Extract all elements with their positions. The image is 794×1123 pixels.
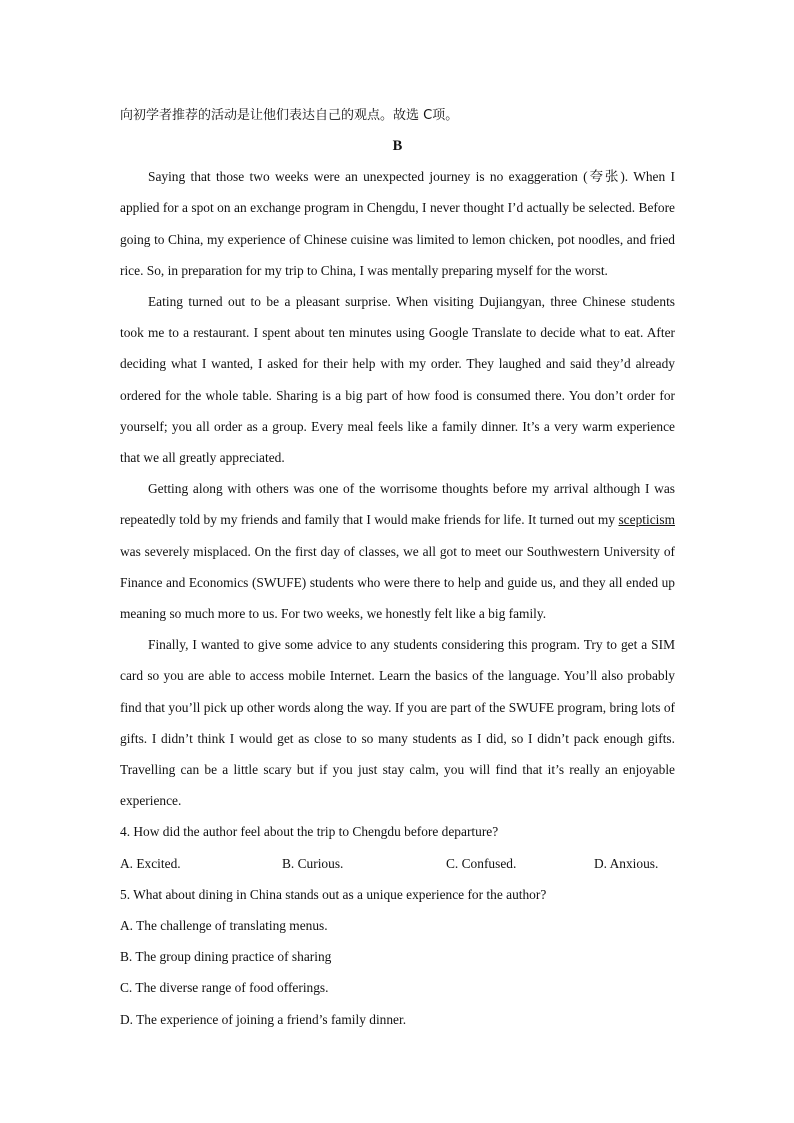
question-4-option-b: B. Curious. <box>282 855 344 871</box>
intro-explanation: 向初学者推荐的活动是让他们表达自己的观点。故选 C项。 <box>120 108 459 123</box>
question-4-option-a: A. Excited. <box>120 855 181 871</box>
question-4-options <box>120 848 675 879</box>
document-page <box>120 100 675 1035</box>
passage-paragraph-3 <box>120 473 675 629</box>
question-4-option-d: D. Anxious. <box>594 855 659 871</box>
question-5-stem: 5. What about dining in China stands out as a unique experience for the author? <box>120 886 547 902</box>
paragraph-3-text-end: was severely misplaced. On the first day of classes, we all got to meet our Southwestern University of Finance and Economics (SWUFE) students who were there to help and guide us, and they all ended up meaning so much more to us. For two weeks, we honestly felt like a big family. <box>120 543 675 622</box>
question-4-stem: 4. How did the author feel about the trip to Chengdu before departure? <box>120 824 499 840</box>
paragraph-3-text-start: Getting along with others was one of the worrisome thoughts before my arrival although I was repeatedly told by my friends and family that I would make friends for life. It turned out my <box>120 481 675 528</box>
question-5-option-a: A. The challenge of translating menus. <box>120 918 328 934</box>
question-5-option-b: B. The group dining practice of sharing <box>120 949 332 965</box>
question-5-option-d: D. The experience of joining a friend’s family dinner. <box>120 1011 407 1027</box>
underlined-word: scepticism <box>618 512 675 528</box>
question-4-option-c: C. Confused. <box>446 855 517 871</box>
passage-paragraph-4: Finally, I wanted to give some advice to any students considering this program. Try to get a SIM card so you are able to access mobile Internet. Learn the basics of the language. You’ll also probably find that you’ll pick up other words along the way. If you are part of the SWUFE program, bring lots of gifts. I didn’t think I would get as close to so many students as I did, so I didn’t pack enough gifts. Travelling can be a little scary but if you just stay calm, you will find that it’s really an enjoyable experience. <box>120 637 675 809</box>
passage-paragraph-2: Eating turned out to be a pleasant surprise. When visiting Dujiangyan, three Chinese students took me to a restaurant. I spent about ten minutes using Google Translate to decide what to eat. After deciding what I wanted, I asked for their help with my order. They laughed and said they’d already ordered for the whole table. Sharing is a big part of how food is consumed there. You don’t order for yourself; you all order as a group. Every meal feels like a family dinner. It’s a very warm experience that we all greatly appreciated. <box>120 294 675 466</box>
question-5-option-c: C. The diverse range of food offerings. <box>120 980 329 996</box>
passage-paragraph-1: Saying that those two weeks were an unexpected journey is no exaggeration (夸张). When I applied for a spot on an exchange program in Chengdu, I never thought I’d actually be selected. Before going to China, my experience of Chinese cuisine was limited to lemon chicken, pot noodles, and fried rice. So, in preparation for my trip to China, I was mentally preparing myself for the worst. <box>120 169 675 278</box>
section-heading: B <box>392 138 403 155</box>
